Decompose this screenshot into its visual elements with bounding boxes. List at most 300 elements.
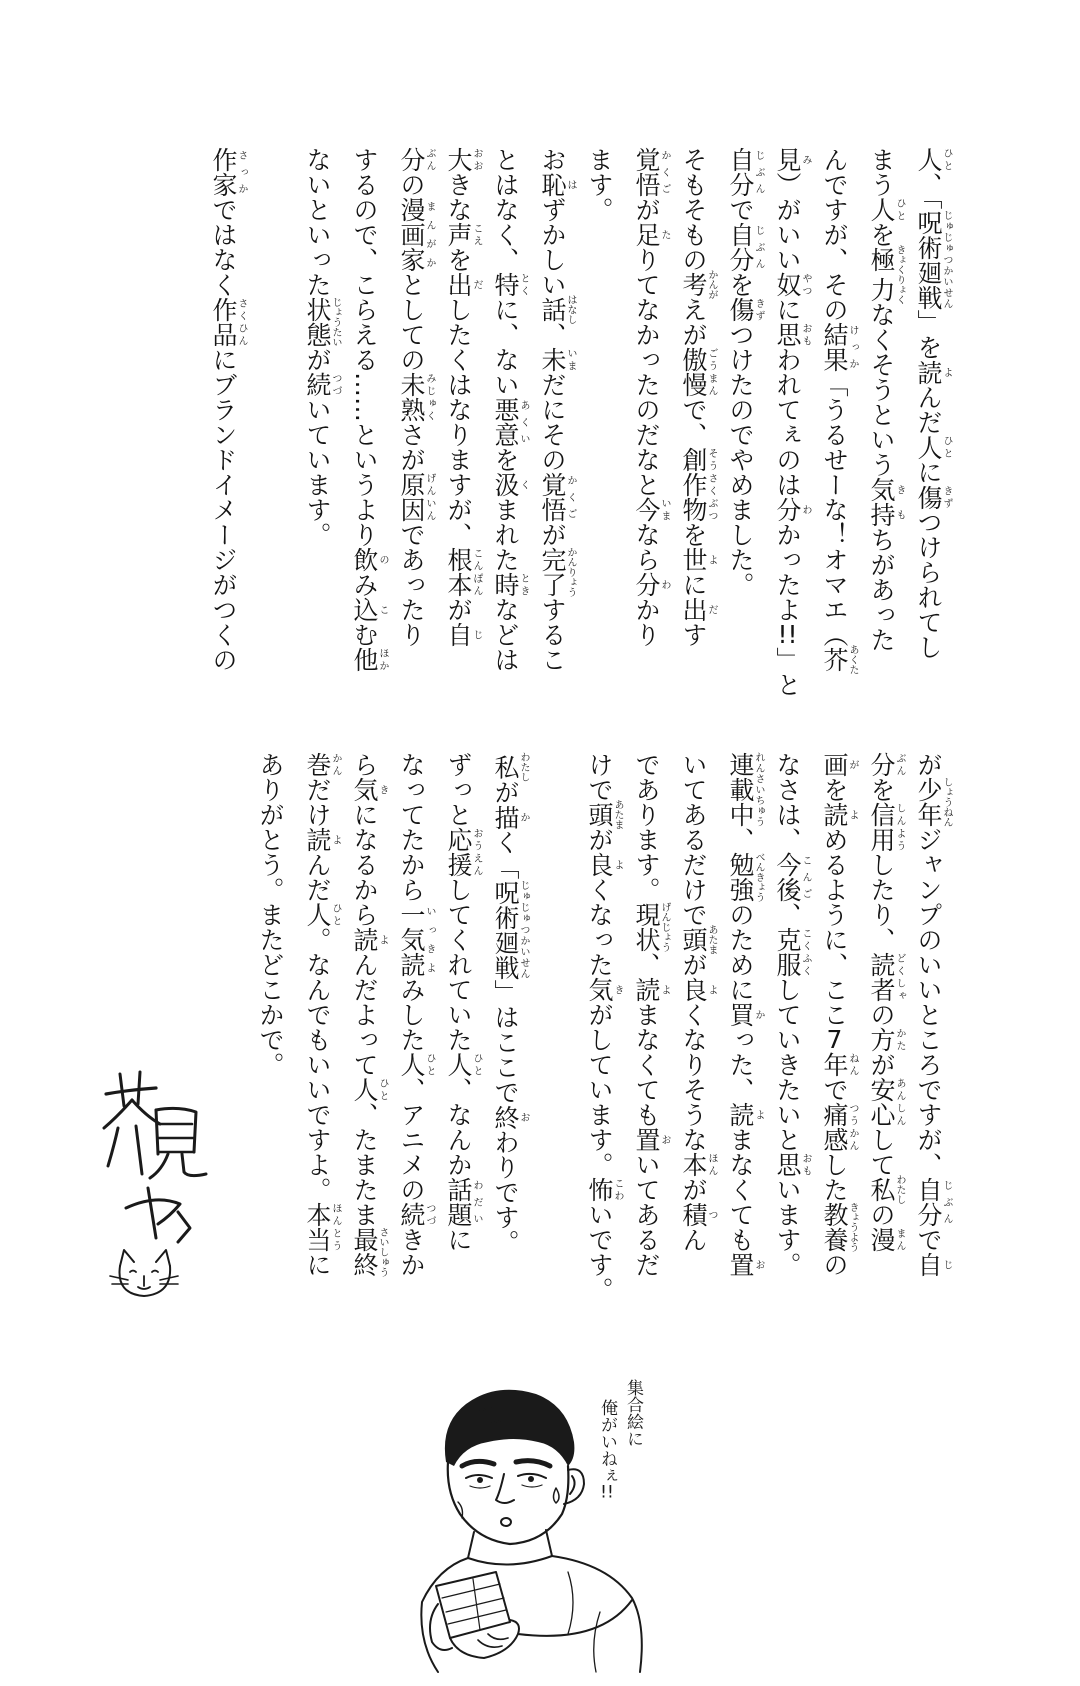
ruby-word (914, 1177, 952, 1227)
ruby-word (538, 172, 576, 197)
text-run: 、「 (914, 172, 943, 210)
text-run: なくそうという (867, 302, 896, 477)
ruby-word (350, 647, 388, 672)
furigana: く (518, 472, 529, 497)
ruby-word (632, 1127, 670, 1152)
ruby-base: 自 (914, 1252, 943, 1277)
furigana: つ (706, 1202, 717, 1227)
ruby-word (867, 477, 905, 527)
text-run: んですが、その (820, 147, 849, 322)
ruby-base: 呪術廻戦 (491, 879, 520, 980)
ruby-base: 続 (303, 372, 332, 397)
furigana: ほか (377, 647, 388, 672)
ruby-word (867, 752, 905, 777)
ruby-base: 人 (914, 147, 943, 172)
ruby-base: 思 (773, 1152, 802, 1177)
text-run: なってたから (397, 752, 426, 902)
text-run: さが (397, 422, 426, 472)
ruby-base: 足 (632, 222, 661, 247)
text-run: ずっと (444, 752, 473, 827)
furigana: きも (894, 477, 905, 527)
ruby-word (914, 147, 952, 172)
furigana: わたし (894, 1174, 905, 1205)
text-run: 」を (914, 309, 943, 360)
ruby-base: 創作物 (679, 447, 708, 522)
speech-text (594, 1379, 646, 1501)
ruby-base: 未熟 (397, 372, 426, 422)
ruby-word (303, 1202, 341, 1252)
ruby-word (773, 927, 811, 977)
text-run: んだ (303, 852, 332, 902)
ruby-base: 込 (350, 597, 379, 622)
text-run: ずかしい (538, 197, 567, 297)
paragraph (200, 147, 247, 697)
ruby-word (726, 1102, 764, 1127)
ruby-base: 奴 (773, 272, 802, 297)
text-run: す (679, 622, 708, 647)
ruby-base: 読者 (867, 952, 896, 1002)
furigana: やつ (800, 272, 811, 297)
furigana: いま (565, 347, 576, 372)
ruby-word (491, 572, 529, 597)
ruby-base: 巻 (303, 752, 332, 777)
ruby-base: 見 (773, 147, 802, 172)
ruby-word (491, 752, 529, 782)
ruby-word (679, 1152, 717, 1177)
ruby-base: 一気読 (397, 902, 426, 977)
furigana: は (565, 172, 576, 197)
ruby-word (585, 799, 623, 830)
ruby-base: 頭 (679, 924, 708, 955)
furigana: あくい (518, 397, 529, 447)
ruby-base: 分 (632, 572, 661, 597)
text-run: だけ (303, 777, 332, 827)
ruby-word (820, 752, 858, 777)
ruby-word (632, 977, 670, 1002)
text-line (623, 147, 670, 697)
ruby-word (726, 147, 764, 197)
furigana: お (753, 1252, 764, 1277)
furigana: ぶん (424, 147, 435, 172)
ruby-word (773, 852, 811, 902)
text-run: の (397, 172, 426, 197)
ruby-word (350, 1227, 388, 1277)
ruby-word (397, 147, 435, 172)
ruby-word (914, 209, 952, 310)
ruby-word (632, 222, 670, 247)
ruby-word (397, 1052, 435, 1077)
ruby-word (773, 272, 811, 297)
text-run: ら (350, 752, 379, 777)
text-run: が (679, 952, 708, 977)
ruby-base: 出 (679, 597, 708, 622)
ruby-base: 芥 (820, 644, 849, 675)
ruby-word (726, 222, 764, 272)
furigana: わだい (471, 1177, 482, 1227)
ruby-base: 自分 (726, 147, 755, 197)
furigana: つうかん (847, 1102, 858, 1152)
text-run: としての (397, 272, 426, 372)
ruby-word (397, 902, 435, 977)
furigana: おも (800, 1152, 811, 1177)
ruby-base: 今後 (773, 852, 802, 902)
text-run: いています。 (303, 397, 332, 547)
ruby-base: 本 (679, 1152, 708, 1177)
furigana: じ (471, 622, 482, 647)
text-run: 集合絵に (623, 1379, 643, 1447)
paragraph (247, 752, 529, 1302)
text-run: った、 (726, 1027, 755, 1102)
text-run: いてあるだ (632, 1152, 661, 1277)
ruby-word (585, 852, 623, 877)
text-line (576, 752, 623, 1302)
furigana: きょうよう (847, 1202, 858, 1252)
text-line (670, 147, 717, 697)
text-run: の (867, 1002, 896, 1027)
furigana: ひと (941, 147, 952, 172)
ruby-word (679, 597, 717, 622)
text-run: お (538, 147, 567, 172)
text-run: を (820, 777, 849, 802)
text-line (858, 147, 905, 697)
ruby-base: 勉強 (726, 852, 755, 902)
ruby-base: 良 (679, 977, 708, 1002)
furigana: よ (612, 852, 623, 877)
text-line (594, 1379, 620, 1501)
text-run: く「 (491, 829, 520, 880)
ruby-base: 呪術廻戦 (914, 209, 943, 310)
paragraph (294, 147, 952, 697)
text-run: に (914, 459, 943, 485)
ruby-base: 完了 (538, 547, 567, 597)
text-run: などは (491, 597, 520, 672)
furigana: の (377, 547, 388, 572)
ruby-base: 終 (491, 1104, 520, 1130)
ruby-base: 未 (538, 347, 567, 372)
ruby-word (820, 1102, 858, 1152)
text-line (905, 147, 952, 697)
furigana: いっきよ (424, 902, 435, 977)
furigana: こくふく (800, 927, 811, 977)
text-run: ）がいい (773, 172, 802, 272)
ruby-word (444, 272, 482, 297)
furigana: よ (330, 827, 341, 852)
ruby-base: 作品 (209, 297, 238, 347)
ruby-base: 出 (444, 272, 473, 297)
ruby-base: 世 (679, 547, 708, 572)
ruby-base: 気持 (867, 477, 896, 527)
furigana: べんきょう (753, 852, 764, 902)
ruby-word (773, 322, 811, 347)
text-line (905, 752, 952, 1302)
text-run: したり、 (867, 852, 896, 952)
ruby-word (350, 597, 388, 622)
text-run: に (444, 1227, 473, 1252)
afterword-text-top (200, 147, 952, 697)
text-run: が (303, 347, 332, 372)
ruby-word (632, 497, 670, 522)
text-run: います。 (773, 1177, 802, 1277)
text-run: が (491, 779, 520, 805)
ruby-word (397, 372, 435, 422)
text-run: りてなかったのだなと (632, 247, 661, 497)
ruby-base: 考 (679, 269, 708, 300)
ruby-word (303, 372, 341, 397)
text-line (294, 752, 341, 1302)
furigana: ひと (424, 1052, 435, 1077)
ruby-base: 自 (444, 622, 473, 647)
ruby-base: 傷 (726, 297, 755, 322)
text-run: ん (679, 1227, 708, 1252)
ruby-word (585, 977, 623, 1002)
ruby-word (209, 147, 247, 197)
text-run: む (350, 622, 379, 647)
text-run: なさは、 (773, 752, 802, 852)
ruby-base: 置 (726, 1252, 755, 1277)
text-run: ありがとう。またどこかで。 (256, 752, 285, 1077)
furigana: ねん (847, 1052, 858, 1077)
text-run: 俺がいねぇ (597, 1399, 617, 1484)
furigana: だ (471, 272, 482, 297)
ruby-word (209, 297, 247, 347)
ruby-base: 傲慢 (679, 347, 708, 397)
text-run: 」はここで (491, 979, 520, 1105)
ruby-word (773, 147, 811, 172)
ruby-base: 覚悟 (632, 147, 661, 197)
ruby-base: 私 (491, 752, 520, 782)
text-run: そもそもの (679, 147, 708, 272)
text-run: !! (600, 1484, 614, 1501)
furigana: かた (894, 1027, 905, 1052)
ruby-base: 人 (397, 1052, 426, 1077)
text-line (764, 147, 811, 697)
text-run: の (820, 1252, 849, 1277)
ruby-base: 積 (679, 1202, 708, 1227)
ruby-base: 話題 (444, 1177, 473, 1227)
ruby-word (867, 1174, 905, 1205)
text-line (620, 1379, 646, 1501)
text-run: が (585, 827, 614, 852)
ruby-word (820, 322, 858, 372)
ruby-base: 根本 (444, 547, 473, 597)
text-line (435, 147, 482, 697)
text-run: したくはなりますが、 (444, 297, 473, 547)
ruby-base: 結果 (820, 322, 849, 372)
text-run: で (914, 1227, 943, 1252)
ruby-word (726, 752, 764, 827)
ruby-word (350, 777, 388, 802)
furigana: ほんとう (330, 1202, 341, 1252)
furigana: はなし (565, 294, 576, 325)
text-run: めるように、ここ (820, 827, 849, 1027)
furigana: けっか (847, 322, 858, 372)
text-run: にブランドイメージがつくの (209, 347, 238, 672)
text-run: きか (397, 1227, 426, 1277)
ruby-base: 人 (444, 1052, 473, 1077)
ruby-base: 悪意 (491, 397, 520, 447)
text-run: を (679, 522, 708, 547)
ruby-word (679, 547, 717, 572)
furigana: きず (753, 297, 764, 322)
furigana: か (518, 804, 529, 830)
ruby-base: 良 (585, 852, 614, 877)
furigana: ぶん (894, 752, 905, 777)
text-run: われてぇのは (773, 347, 802, 497)
text-run: であります。 (632, 752, 661, 902)
ruby-base: 頭 (585, 799, 614, 830)
ruby-word (867, 1077, 905, 1127)
text-run: いてあるだけで (679, 752, 708, 927)
text-run: 、アニメの (397, 1077, 426, 1202)
ruby-word (538, 472, 576, 522)
text-run: んだ (914, 384, 943, 435)
furigana: つづ (330, 372, 341, 397)
text-run: 、 (773, 902, 802, 927)
ruby-base: 私 (867, 1174, 896, 1205)
ruby-word (350, 927, 388, 952)
ruby-word (914, 484, 952, 510)
ruby-word (632, 572, 670, 597)
text-run: で、 (679, 397, 708, 447)
text-run: が (867, 1052, 896, 1077)
furigana: とき (518, 572, 529, 597)
furigana: よ (706, 547, 717, 572)
text-line (482, 752, 529, 1302)
text-line (435, 752, 482, 1302)
ruby-word (538, 347, 576, 372)
ruby-base: 教養 (820, 1202, 849, 1252)
ruby-word (397, 1202, 435, 1227)
furigana: こわ (612, 1177, 623, 1202)
ruby-word (820, 644, 858, 675)
furigana: しんよう (894, 802, 905, 852)
ruby-base: 読 (303, 827, 332, 852)
furigana: つづ (424, 1202, 435, 1227)
ruby-word (773, 497, 811, 522)
furigana: じぶん (941, 1177, 952, 1227)
ruby-base: 読 (914, 359, 943, 385)
ruby-word (679, 924, 717, 955)
text-line (811, 752, 858, 1302)
text-run: ではなく (209, 197, 238, 297)
text-run: のために (726, 902, 755, 1002)
furigana: わ (800, 497, 811, 522)
ruby-base: 他 (350, 647, 379, 672)
furigana: わ (659, 572, 670, 597)
text-run: になるから (350, 802, 379, 927)
ruby-word (914, 434, 952, 460)
ruby-base: 少年 (914, 777, 943, 827)
ruby-base: 本当 (303, 1202, 332, 1252)
text-line (811, 147, 858, 697)
furigana: が (847, 752, 858, 777)
text-run: まなくても (726, 1127, 755, 1252)
text-line (200, 147, 247, 697)
furigana: さっか (236, 147, 247, 197)
text-run: まれた (491, 497, 520, 572)
ruby-word (444, 827, 482, 877)
furigana: よ (659, 977, 670, 1002)
text-run: して (867, 1127, 896, 1177)
furigana: み (800, 147, 811, 172)
ruby-base: 読 (726, 1102, 755, 1127)
text-line (576, 147, 623, 697)
ruby-base: 怖 (585, 1177, 614, 1202)
text-line (858, 752, 905, 1302)
text-run: の (867, 1202, 896, 1227)
furigana: まんがか (424, 197, 435, 272)
furigana: こえ (471, 222, 482, 247)
furigana: か (753, 1002, 764, 1027)
text-run: した (820, 1152, 849, 1202)
furigana: ひと (330, 902, 341, 927)
text-run: !! (777, 622, 798, 647)
furigana: みじゅく (424, 372, 435, 422)
ruby-base: 原因 (397, 472, 426, 522)
furigana: おお (471, 147, 482, 172)
text-run: するので、こらえる……というより (350, 147, 379, 547)
text-run: 、 (726, 827, 755, 852)
text-line (717, 752, 764, 1302)
text-line (717, 147, 764, 697)
furigana: げんじょう (659, 902, 670, 952)
ruby-base: 読 (820, 802, 849, 827)
furigana: おも (800, 322, 811, 347)
text-run: わりです。 (491, 1129, 520, 1255)
ruby-word (679, 1202, 717, 1227)
ruby-base: 汲 (491, 472, 520, 497)
ruby-word (679, 269, 717, 300)
text-run: するこ (538, 597, 567, 672)
text-run: に (679, 572, 708, 597)
furigana: き (612, 977, 623, 1002)
furigana: き (377, 777, 388, 802)
ruby-base: 続 (397, 1202, 426, 1227)
furigana: よ (847, 802, 858, 827)
furigana: じ (941, 1252, 952, 1277)
text-run: で (726, 197, 755, 222)
ruby-base: 人 (867, 197, 896, 222)
text-run: み (350, 572, 379, 597)
furigana: あたま (612, 799, 623, 830)
furigana: じゅじゅつかいせん (518, 879, 529, 980)
ruby-word (867, 802, 905, 852)
furigana: げんいん (424, 472, 435, 522)
paragraph (576, 752, 952, 1302)
furigana: ひと (941, 434, 952, 460)
text-run: に、ない (491, 297, 520, 397)
ruby-word (867, 197, 905, 222)
furigana: よ (941, 359, 952, 385)
ruby-base: 人 (914, 434, 943, 460)
ruby-base: 気 (585, 977, 614, 1002)
text-run: ジャンプのいいところですが、 (914, 827, 943, 1177)
ruby-base: 漫画家 (397, 197, 426, 272)
text-run: が (538, 522, 567, 547)
text-line (341, 147, 388, 697)
ruby-word (444, 147, 482, 172)
ruby-base: 描 (491, 804, 520, 830)
ruby-word (914, 359, 952, 385)
ruby-word (820, 802, 858, 827)
text-run: 。なんでもいいですよ。 (303, 927, 332, 1202)
ruby-base: 大 (444, 147, 473, 172)
text-run: 、 (538, 322, 567, 347)
ruby-word (867, 952, 905, 1002)
ruby-word (491, 397, 529, 447)
ruby-word (867, 244, 905, 305)
furigana: ほん (706, 1152, 717, 1177)
